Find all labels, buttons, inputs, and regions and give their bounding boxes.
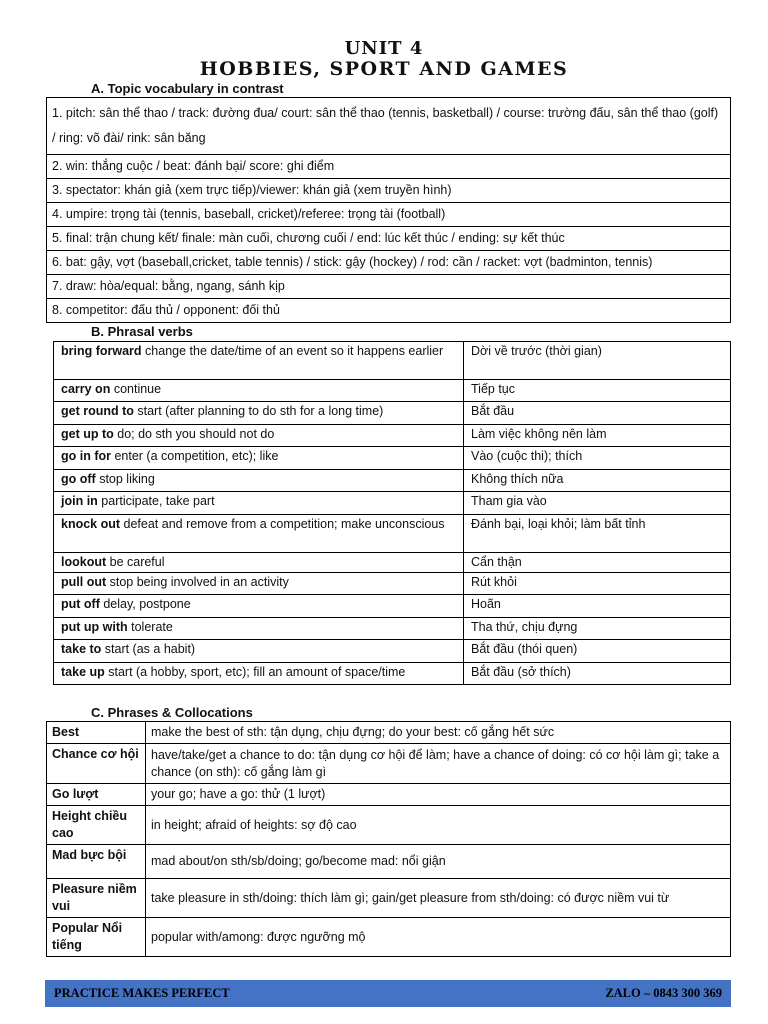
phrasal-verb: join in (61, 494, 98, 508)
phrasal-verb-meaning: enter (a competition, etc); like (111, 449, 279, 463)
phrasal-verb: go off (61, 472, 96, 486)
phrasal-verb-row (54, 342, 731, 380)
phrasal-verb-definition (54, 380, 464, 402)
phrasal-verb-translation: Tha thứ, chịu đựng (464, 618, 731, 640)
phrasal-verb-meaning: start (a hobby, sport, etc); fill an amount of space/time (104, 665, 406, 679)
vocab-row (47, 155, 731, 179)
phrasal-verb-translation: Đánh bại, loại khỏi; làm bất tỉnh (464, 515, 731, 553)
phrasal-verb-definition (54, 425, 464, 447)
phrasal-verb-definition (54, 447, 464, 470)
collocation-phrases: have/take/get a chance to do: tận dụng cơ hội để làm; have a chance of doing: có cơ hội làm gì; take a chance (on sth): cố gắng làm gì (146, 744, 731, 784)
collocation-phrases: make the best of sth: tận dụng, chịu đựng; do your best: cố gắng hết sức (146, 722, 731, 744)
phrasal-verb-definition (54, 342, 464, 380)
collocation-row (47, 806, 731, 845)
vocab-cell: 7. draw: hòa/equal: bằng, ngang, sánh kịp (47, 275, 731, 299)
phrasal-verb-row (54, 425, 731, 447)
phrasal-verb: get round to (61, 404, 134, 418)
phrasal-verb: take up (61, 665, 105, 679)
phrasal-verb-translation: Dời về trước (thời gian) (464, 342, 731, 380)
collocation-phrases: take pleasure in sth/doing: thích làm gì; gain/get pleasure from sth/doing: có được niềm vui từ (146, 879, 731, 918)
collocation-row (47, 784, 731, 806)
collocation-word: Height chiều cao (47, 806, 146, 845)
phrasal-verb-row (54, 447, 731, 470)
phrasal-verb-meaning: stop liking (95, 472, 155, 486)
phrasal-verb-row (54, 515, 731, 553)
phrasal-verb: knock out (61, 517, 121, 531)
phrasal-verb-translation: Vào (cuộc thi); thích (464, 447, 731, 470)
phrasal-verb-meaning: stop being involved in an activity (106, 575, 289, 589)
phrasal-verb-translation: Làm việc không nên làm (464, 425, 731, 447)
collocation-word: Go lượt (47, 784, 146, 806)
vocab-cell: 6. bat: gậy, vợt (baseball,cricket, table tennis) / stick: gậy (hockey) / rod: cần / racket: vợt (badminton, tennis) (47, 251, 731, 275)
vocab-cell: 3. spectator: khán giả (xem trực tiếp)/viewer: khán giả (xem truyền hình) (47, 179, 731, 203)
phrasal-verb-translation: Hoãn (464, 595, 731, 618)
collocation-row (47, 879, 731, 918)
phrasal-verb-row (54, 492, 731, 515)
collocation-phrases: mad about/on sth/sb/doing; go/become mad: nổi giận (146, 845, 731, 879)
collocation-row (47, 918, 731, 957)
phrasal-verb-translation: Không thích nữa (464, 470, 731, 492)
phrasal-verb-definition (54, 663, 464, 685)
vocab-row (47, 251, 731, 275)
phrasal-verb: get up to (61, 427, 114, 441)
phrasal-verb-translation: Rút khỏi (464, 573, 731, 595)
phrasal-verb-meaning: defeat and remove from a competition; make unconscious (120, 517, 445, 531)
phrasal-verb: lookout (61, 555, 107, 569)
phrasal-verb-row (54, 402, 731, 425)
phrasal-verb-translation: Tham gia vào (464, 492, 731, 515)
phrasal-verbs-table (53, 341, 731, 685)
vocab-cell: 8. competitor: đấu thủ / opponent: đối thủ (47, 299, 731, 323)
phrasal-verb-definition (54, 595, 464, 618)
collocation-row (47, 722, 731, 744)
phrasal-verb-meaning: start (as a habit) (101, 642, 196, 656)
phrasal-verb-definition (54, 492, 464, 515)
phrasal-verb-definition (54, 618, 464, 640)
section-c-heading: C. Phrases & Collocations (91, 705, 253, 720)
phrasal-verb-translation: Bắt đầu (464, 402, 731, 425)
section-a-heading: A. Topic vocabulary in contrast (91, 81, 284, 96)
phrasal-verb-definition (54, 573, 464, 595)
phrasal-verb: bring forward (61, 344, 142, 358)
phrasal-verb-meaning: change the date/time of an event so it happens earlier (141, 344, 444, 358)
phrasal-verb-meaning: tolerate (127, 620, 173, 634)
phrasal-verb-definition (54, 470, 464, 492)
phrasal-verb-row (54, 618, 731, 640)
phrasal-verb-definition (54, 515, 464, 553)
collocation-row (47, 744, 731, 784)
collocation-word: Mad bực bội (47, 845, 146, 879)
phrasal-verb-row (54, 640, 731, 663)
phrasal-verb-definition (54, 640, 464, 663)
vocab-row (47, 179, 731, 203)
collocation-row (47, 845, 731, 879)
collocation-phrases: in height; afraid of heights: sợ độ cao (146, 806, 731, 845)
phrasal-verb-row (54, 595, 731, 618)
footer-contact: ZALO – 0843 300 369 (605, 986, 722, 1000)
phrasal-verb: put up with (61, 620, 128, 634)
phrasal-verb-definition (54, 553, 464, 573)
footer-slogan: PRACTICE MAKES PERFECT (54, 986, 230, 1000)
phrasal-verb-translation: Cẩn thận (464, 553, 731, 573)
phrasal-verb: pull out (61, 575, 107, 589)
phrasal-verb-meaning: continue (110, 382, 162, 396)
phrasal-verb: take to (61, 642, 102, 656)
phrasal-verb-meaning: be careful (106, 555, 165, 569)
phrasal-verb-row (54, 470, 731, 492)
vocab-cell: 1. pitch: sân thể thao / track: đường đua/ court: sân thể thao (tennis, basketball) / course: trường đấu, sân thể thao (golf) / ring: võ đài/ rink: sân băng (47, 98, 731, 155)
phrasal-verb-definition (54, 402, 464, 425)
collocations-table (46, 721, 731, 957)
collocation-word: Popular Nổi tiếng (47, 918, 146, 957)
vocab-row (47, 275, 731, 299)
collocation-word: Best (47, 722, 146, 744)
phrasal-verb: go in for (61, 449, 111, 463)
phrasal-verb-meaning: delay, postpone (99, 597, 191, 611)
vocab-cell: 4. umpire: trọng tài (tennis, baseball, cricket)/referee: trọng tài (football) (47, 203, 731, 227)
collocation-word: Chance cơ hội (47, 744, 146, 784)
footer-bar (45, 980, 731, 1007)
phrasal-verb-translation: Tiếp tục (464, 380, 731, 402)
phrasal-verb: carry on (61, 382, 111, 396)
unit-title: UNIT 4 (344, 38, 424, 59)
vocab-row (47, 227, 731, 251)
phrasal-verb-row (54, 663, 731, 685)
section-b-heading: B. Phrasal verbs (91, 324, 193, 339)
collocation-phrases: popular with/among: được ngưỡng mộ (146, 918, 731, 957)
collocation-phrases: your go; have a go: thử (1 lượt) (146, 784, 731, 806)
phrasal-verb-translation: Bắt đầu (thói quen) (464, 640, 731, 663)
vocab-row (47, 299, 731, 323)
vocabulary-table (46, 97, 731, 323)
phrasal-verb-meaning: participate, take part (97, 494, 215, 508)
collocation-word: Pleasure niềm vui (47, 879, 146, 918)
phrasal-verb-translation: Bắt đầu (sở thích) (464, 663, 731, 685)
phrasal-verb-row (54, 380, 731, 402)
vocab-cell: 5. final: trận chung kết/ finale: màn cuối, chương cuối / end: lúc kết thúc / ending: sự kết thúc (47, 227, 731, 251)
phrasal-verb-meaning: do; do sth you should not do (113, 427, 275, 441)
vocab-cell: 2. win: thắng cuộc / beat: đánh bại/ score: ghi điểm (47, 155, 731, 179)
phrasal-verb-row (54, 573, 731, 595)
phrasal-verb-row (54, 553, 731, 573)
vocab-row (47, 203, 731, 227)
phrasal-verb-meaning: start (after planning to do sth for a long time) (133, 404, 384, 418)
topic-title: HOBBIES, SPORT AND GAMES (199, 58, 569, 80)
phrasal-verb: put off (61, 597, 100, 611)
vocab-row (47, 98, 731, 155)
